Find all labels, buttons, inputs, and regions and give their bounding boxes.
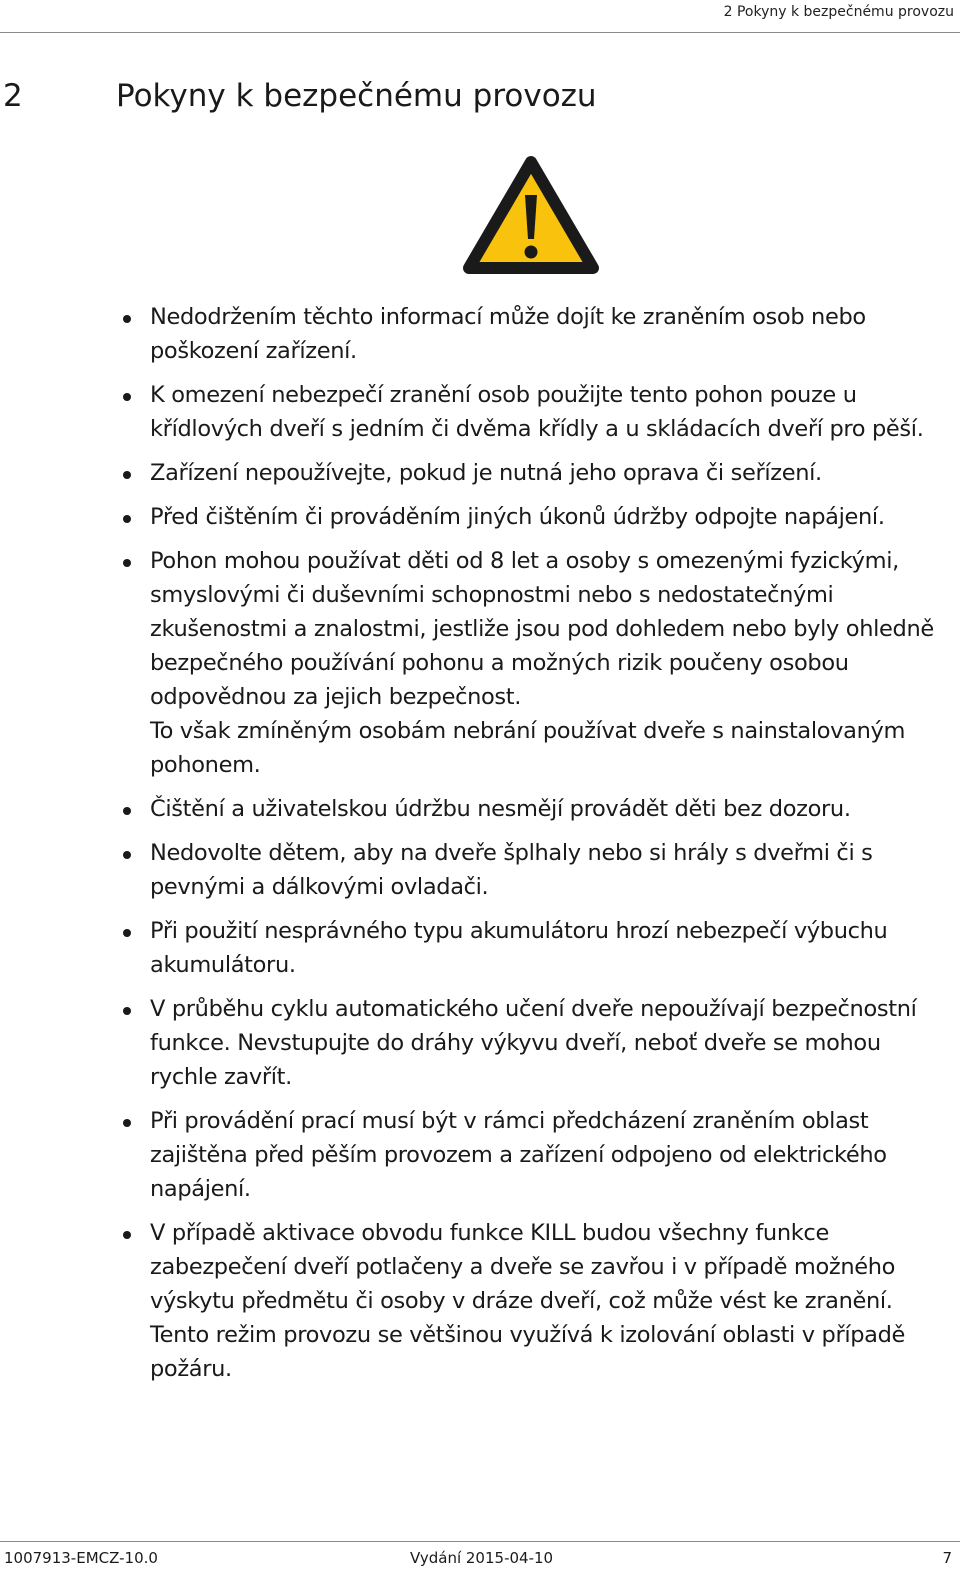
list-item	[0, 914, 960, 982]
list-item	[0, 992, 960, 1094]
document-number: 1007913-EMCZ-10.0	[4, 1549, 158, 1567]
list-item-text: Nedovolte dětem, aby na dveře šplhaly nebo si hrály s dveřmi či s pevnými a dálkovými ovladači.	[150, 840, 873, 900]
list-item-text: V průběhu cyklu automatického učení dveře nepoužívají bezpečnostní funkce. Nevstupujte do dráhy výkyvu dveří, neboť dveře se mohou rychle zavřít.	[150, 996, 917, 1090]
warning-triangle-icon	[462, 153, 600, 277]
section-title: Pokyny k bezpečnému provozu	[116, 78, 597, 114]
list-item-text: Pohon mohou používat děti od 8 let a osoby s omezenými fyzickými, smyslovými či duševními schopnostmi nebo s nedostatečnými zkušenostmi a znalostmi, jestliže jsou pod dohledem nebo byly ohledně bezpečného používání pohonu a možných rizik poučeny osobou odpovědnou za jejich bezpečnost. To však zmíněným osobám nebrání používat dveře s nainstalovaným pohonem.	[150, 548, 934, 778]
bullet-icon	[123, 1231, 131, 1239]
bullet-icon	[123, 929, 131, 937]
list-item-text: Čištění a uživatelskou údržbu nesmějí provádět děti bez dozoru.	[150, 796, 851, 822]
list-item	[0, 456, 960, 490]
list-item	[0, 836, 960, 904]
bullet-icon	[123, 559, 131, 567]
list-item-text: Před čištěním či prováděním jiných úkonů údržby odpojte napájení.	[150, 504, 885, 530]
list-item-text: K omezení nebezpečí zranění osob použijte tento pohon pouze u křídlových dveří s jedním či dvěma křídly a u skládacích dveří pro pěší.	[150, 382, 924, 442]
list-item-text: Při použití nesprávného typu akumulátoru hrozí nebezpečí výbuchu akumulátoru.	[150, 918, 888, 978]
list-item-text: Při provádění prací musí být v rámci předcházení zraněním oblast zajištěna před pěším provozem a zařízení odpojeno od elektrického napájení.	[150, 1108, 887, 1202]
bullet-icon	[123, 851, 131, 859]
safety-instructions-list	[0, 300, 960, 1396]
list-item	[0, 1104, 960, 1206]
list-item	[0, 500, 960, 534]
issue-date: Vydání 2015-04-10	[410, 1549, 554, 1567]
bullet-icon	[123, 1119, 131, 1127]
list-item-text: V případě aktivace obvodu funkce KILL budou všechny funkce zabezpečení dveří potlačeny a dveře se zavřou i v případě možného výskytu předmětu či osoby v dráze dveří, což může vést ke zranění. Tento režim provozu se většinou využívá k izolování oblasti v případě požáru.	[150, 1220, 906, 1382]
list-item-text: Nedodržením těchto informací může dojít ke zraněním osob nebo poškození zařízení.	[150, 304, 866, 364]
bullet-icon	[123, 515, 131, 523]
header-divider	[0, 32, 960, 33]
list-item	[0, 1216, 960, 1386]
section-number: 2	[3, 78, 23, 114]
bullet-icon	[123, 471, 131, 479]
footer-divider	[0, 1541, 960, 1542]
bullet-icon	[123, 807, 131, 815]
footer	[0, 1546, 960, 1570]
bullet-icon	[123, 315, 131, 323]
list-item	[0, 792, 960, 826]
list-item	[0, 378, 960, 446]
page-number: 7	[942, 1549, 952, 1567]
running-header: 2 Pokyny k bezpečnému provozu	[723, 4, 954, 20]
list-item	[0, 300, 960, 368]
list-item	[0, 544, 960, 782]
bullet-icon	[123, 393, 131, 401]
bullet-icon	[123, 1007, 131, 1015]
list-item-text: Zařízení nepoužívejte, pokud je nutná jeho oprava či seřízení.	[150, 460, 822, 486]
